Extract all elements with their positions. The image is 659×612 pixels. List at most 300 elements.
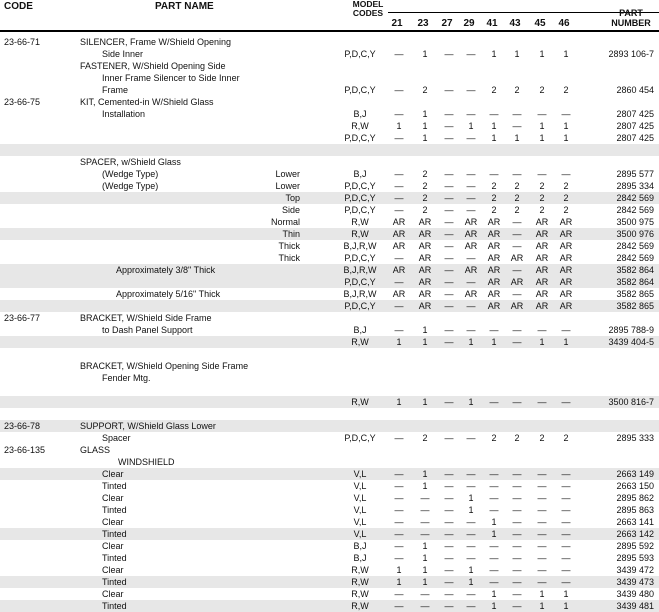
quantity-cell: —: [394, 481, 404, 491]
part-number: 3500 816-7: [608, 397, 654, 407]
quantity-cell: AR: [418, 217, 432, 227]
table-row: [0, 432, 659, 444]
part-qualifier: Side: [281, 205, 300, 215]
part-number: 2842 569: [616, 193, 654, 203]
part-number: 3582 865: [616, 289, 654, 299]
part-number: 3439 472: [616, 565, 654, 575]
part-name: Side Inner: [102, 49, 144, 59]
quantity-cell: —: [420, 505, 430, 515]
quantity-cell: —: [489, 325, 499, 335]
quantity-cell: —: [444, 133, 454, 143]
quantity-cell: 2: [491, 181, 497, 191]
quantity-cell: —: [444, 169, 454, 179]
quantity-cell: —: [444, 577, 454, 587]
quantity-cell: 1: [422, 577, 428, 587]
quantity-cell: —: [444, 301, 454, 311]
quantity-cell: —: [512, 325, 522, 335]
part-name: Fender Mtg.: [102, 373, 151, 383]
quantity-cell: —: [394, 469, 404, 479]
model-codes: R,W: [351, 565, 369, 575]
quantity-cell: —: [489, 397, 499, 407]
quantity-cell: —: [561, 517, 571, 527]
model-header-23: 23: [417, 18, 429, 29]
model-codes: V,L: [353, 505, 367, 515]
model-codes: P,D,C,Y: [344, 277, 376, 287]
model-codes: V,L: [353, 529, 367, 539]
part-number: 2807 425: [616, 109, 654, 119]
quantity-cell: —: [466, 481, 476, 491]
quantity-cell: —: [561, 505, 571, 515]
quantity-cell: 1: [563, 121, 569, 131]
quantity-cell: AR: [418, 301, 432, 311]
quantity-cell: 2: [563, 205, 569, 215]
quantity-cell: —: [466, 529, 476, 539]
part-qualifier: Thick: [278, 241, 300, 251]
table-row: [0, 468, 659, 480]
quantity-cell: 2: [514, 181, 520, 191]
quantity-cell: —: [512, 121, 522, 131]
quantity-cell: 1: [563, 601, 569, 611]
quantity-cell: 1: [491, 517, 497, 527]
part-name: Tinted: [102, 601, 127, 611]
quantity-cell: —: [394, 133, 404, 143]
model-codes: R,W: [351, 337, 369, 347]
table-row: [0, 396, 659, 408]
part-name: (Wedge Type): [102, 169, 159, 179]
quantity-cell: AR: [535, 241, 549, 251]
quantity-cell: 1: [396, 337, 402, 347]
group-code: 23-66-77: [4, 313, 41, 323]
quantity-cell: AR: [392, 217, 406, 227]
quantity-cell: —: [466, 589, 476, 599]
quantity-cell: 1: [491, 133, 497, 143]
part-name: Tinted: [102, 505, 127, 515]
table-row: [0, 36, 659, 48]
part-name: Spacer: [102, 433, 131, 443]
quantity-cell: —: [561, 397, 571, 407]
quantity-cell: 2: [563, 181, 569, 191]
model-codes: R,W: [351, 601, 369, 611]
part-name: Clear: [102, 517, 124, 527]
part-number: 3500 975: [616, 217, 654, 227]
model-codes: V,L: [353, 481, 367, 491]
quantity-cell: AR: [487, 265, 501, 275]
table-row: [0, 288, 659, 300]
quantity-cell: —: [444, 289, 454, 299]
quantity-cell: —: [466, 193, 476, 203]
quantity-cell: —: [537, 553, 547, 563]
part-name: Clear: [102, 565, 124, 575]
model-codes: P,D,C,Y: [344, 133, 376, 143]
quantity-cell: 1: [539, 337, 545, 347]
quantity-cell: —: [466, 553, 476, 563]
quantity-cell: AR: [535, 217, 549, 227]
group-code: 23-66-135: [4, 445, 46, 455]
quantity-cell: —: [444, 601, 454, 611]
quantity-cell: 1: [422, 397, 428, 407]
quantity-cell: —: [512, 589, 522, 599]
column-header-part-name: PART NAME: [155, 1, 214, 12]
part-number: 2842 569: [616, 205, 654, 215]
quantity-cell: —: [466, 325, 476, 335]
quantity-cell: 2: [514, 433, 520, 443]
part-name: Tinted: [102, 553, 127, 563]
quantity-cell: —: [394, 205, 404, 215]
quantity-cell: —: [537, 577, 547, 587]
quantity-cell: —: [537, 169, 547, 179]
quantity-cell: —: [489, 169, 499, 179]
quantity-cell: 1: [491, 49, 497, 59]
quantity-cell: —: [512, 529, 522, 539]
quantity-cell: AR: [418, 253, 432, 263]
part-number: 3439 480: [616, 589, 654, 599]
column-header-part-number: PART NUMBER: [611, 8, 651, 28]
table-row: [0, 276, 659, 288]
quantity-cell: AR: [559, 289, 573, 299]
table-row: [0, 120, 659, 132]
quantity-cell: —: [466, 541, 476, 551]
part-number: 2842 569: [616, 253, 654, 263]
part-name: to Dash Panel Support: [102, 325, 193, 335]
quantity-cell: 2: [539, 205, 545, 215]
quantity-cell: —: [537, 517, 547, 527]
quantity-cell: 1: [422, 325, 428, 335]
quantity-cell: AR: [464, 229, 478, 239]
quantity-cell: —: [489, 493, 499, 503]
quantity-cell: —: [394, 193, 404, 203]
table-row: [0, 72, 659, 84]
quantity-cell: AR: [535, 301, 549, 311]
quantity-cell: —: [420, 601, 430, 611]
model-codes: P,D,C,Y: [344, 85, 376, 95]
quantity-cell: —: [394, 589, 404, 599]
model-header-29: 29: [463, 18, 475, 29]
quantity-cell: —: [394, 277, 404, 287]
model-header-41: 41: [486, 18, 498, 29]
quantity-cell: AR: [464, 289, 478, 299]
quantity-cell: 1: [396, 397, 402, 407]
quantity-cell: 1: [422, 109, 428, 119]
table-row: [0, 504, 659, 516]
part-name: Tinted: [102, 577, 127, 587]
quantity-cell: 2: [539, 433, 545, 443]
table-row: [0, 348, 659, 360]
quantity-cell: AR: [559, 277, 573, 287]
model-header-21: 21: [391, 18, 403, 29]
quantity-cell: —: [466, 277, 476, 287]
quantity-cell: AR: [510, 277, 524, 287]
part-number: 2895 593: [616, 553, 654, 563]
quantity-cell: —: [512, 109, 522, 119]
part-name: GLASS: [80, 445, 111, 455]
quantity-cell: 1: [422, 121, 428, 131]
model-header-46: 46: [558, 18, 570, 29]
quantity-cell: —: [489, 577, 499, 587]
quantity-cell: 2: [422, 85, 428, 95]
table-row: [0, 192, 659, 204]
part-qualifier: Thin: [282, 229, 300, 239]
part-name: SUPPORT, W/Shield Glass Lower: [80, 421, 216, 431]
table-row: [0, 528, 659, 540]
quantity-cell: —: [394, 529, 404, 539]
part-number: 2895 333: [616, 433, 654, 443]
part-number: 2807 425: [616, 121, 654, 131]
quantity-cell: 1: [422, 565, 428, 575]
quantity-cell: 2: [491, 85, 497, 95]
part-number: 2895 862: [616, 493, 654, 503]
quantity-cell: —: [537, 505, 547, 515]
quantity-cell: —: [444, 217, 454, 227]
group-code: 23-66-75: [4, 97, 41, 107]
quantity-cell: —: [561, 109, 571, 119]
quantity-cell: —: [444, 397, 454, 407]
quantity-cell: 1: [468, 505, 474, 515]
table-row: [0, 384, 659, 396]
quantity-cell: —: [512, 505, 522, 515]
part-number: 3582 864: [616, 277, 654, 287]
model-codes: V,L: [353, 493, 367, 503]
quantity-cell: AR: [392, 289, 406, 299]
quantity-cell: —: [561, 577, 571, 587]
column-header-code: CODE: [4, 1, 33, 12]
group-code: 23-66-78: [4, 421, 41, 431]
quantity-cell: —: [466, 601, 476, 611]
quantity-cell: —: [444, 181, 454, 191]
quantity-cell: —: [512, 517, 522, 527]
quantity-cell: AR: [559, 301, 573, 311]
quantity-cell: AR: [418, 289, 432, 299]
quantity-cell: AR: [392, 241, 406, 251]
quantity-cell: AR: [418, 229, 432, 239]
quantity-cell: —: [444, 541, 454, 551]
quantity-cell: AR: [559, 253, 573, 263]
quantity-cell: 1: [563, 133, 569, 143]
quantity-cell: 1: [396, 121, 402, 131]
quantity-cell: AR: [487, 289, 501, 299]
quantity-cell: 1: [491, 589, 497, 599]
quantity-cell: —: [444, 433, 454, 443]
quantity-cell: —: [561, 565, 571, 575]
quantity-cell: AR: [487, 253, 501, 263]
quantity-cell: —: [512, 169, 522, 179]
model-codes: B,J,R,W: [343, 289, 377, 299]
table-row: [0, 600, 659, 612]
quantity-cell: 1: [539, 601, 545, 611]
quantity-cell: 2: [539, 85, 545, 95]
quantity-cell: —: [561, 169, 571, 179]
quantity-cell: —: [394, 85, 404, 95]
table-row: [0, 492, 659, 504]
table-row: [0, 456, 659, 468]
part-name: SPACER, w/Shield Glass: [80, 157, 181, 167]
quantity-cell: —: [466, 181, 476, 191]
quantity-cell: 1: [563, 49, 569, 59]
quantity-cell: 2: [422, 169, 428, 179]
part-name: Clear: [102, 493, 124, 503]
quantity-cell: —: [444, 325, 454, 335]
quantity-cell: —: [489, 469, 499, 479]
quantity-cell: —: [466, 517, 476, 527]
quantity-cell: AR: [535, 289, 549, 299]
table-row: [0, 264, 659, 276]
quantity-cell: 2: [539, 181, 545, 191]
quantity-cell: AR: [487, 229, 501, 239]
table-row: [0, 144, 659, 156]
model-header-43: 43: [509, 18, 521, 29]
part-name: Installation: [102, 109, 146, 119]
quantity-cell: 1: [422, 133, 428, 143]
table-row: [0, 216, 659, 228]
quantity-cell: 2: [563, 193, 569, 203]
quantity-cell: 1: [563, 337, 569, 347]
quantity-cell: —: [444, 49, 454, 59]
part-number: 2893 106-7: [608, 49, 654, 59]
quantity-cell: 2: [563, 433, 569, 443]
table-row: [0, 96, 659, 108]
quantity-cell: —: [394, 169, 404, 179]
quantity-cell: —: [394, 325, 404, 335]
part-number: 3439 481: [616, 601, 654, 611]
quantity-cell: —: [444, 109, 454, 119]
quantity-cell: —: [512, 553, 522, 563]
quantity-cell: —: [512, 241, 522, 251]
quantity-cell: AR: [392, 229, 406, 239]
part-number: 3582 864: [616, 265, 654, 275]
quantity-cell: —: [561, 469, 571, 479]
model-codes: P,D,C,Y: [344, 301, 376, 311]
quantity-cell: 1: [491, 337, 497, 347]
part-name: KIT, Cemented-in W/Shield Glass: [80, 97, 214, 107]
model-codes: B,J,R,W: [343, 241, 377, 251]
quantity-cell: —: [489, 553, 499, 563]
model-codes: P,D,C,Y: [344, 433, 376, 443]
part-number: 2895 592: [616, 541, 654, 551]
part-name: Inner Frame Silencer to Side Inner: [102, 73, 240, 83]
quantity-cell: —: [444, 85, 454, 95]
quantity-cell: —: [561, 493, 571, 503]
table-row: [0, 444, 659, 456]
quantity-cell: —: [466, 133, 476, 143]
quantity-cell: 2: [539, 193, 545, 203]
quantity-cell: AR: [487, 217, 501, 227]
quantity-cell: 2: [422, 193, 428, 203]
quantity-cell: —: [489, 505, 499, 515]
quantity-cell: —: [466, 433, 476, 443]
quantity-cell: 1: [563, 589, 569, 599]
quantity-cell: —: [537, 541, 547, 551]
quantity-cell: AR: [535, 229, 549, 239]
quantity-cell: —: [537, 529, 547, 539]
quantity-cell: AR: [392, 265, 406, 275]
quantity-cell: AR: [535, 265, 549, 275]
part-number: 2807 425: [616, 133, 654, 143]
quantity-cell: —: [466, 109, 476, 119]
part-number: 2860 454: [616, 85, 654, 95]
quantity-cell: 2: [514, 85, 520, 95]
quantity-cell: —: [489, 541, 499, 551]
table-row: [0, 60, 659, 72]
quantity-cell: —: [394, 505, 404, 515]
quantity-cell: —: [512, 229, 522, 239]
quantity-cell: —: [444, 121, 454, 131]
table-row: [0, 300, 659, 312]
quantity-cell: 1: [491, 121, 497, 131]
quantity-cell: 1: [396, 577, 402, 587]
model-codes: R,W: [351, 577, 369, 587]
part-number: 2895 788-9: [608, 325, 654, 335]
model-codes: V,L: [353, 517, 367, 527]
quantity-cell: AR: [464, 217, 478, 227]
quantity-cell: 1: [422, 337, 428, 347]
quantity-cell: AR: [559, 265, 573, 275]
quantity-cell: —: [444, 229, 454, 239]
quantity-cell: —: [444, 193, 454, 203]
quantity-cell: —: [512, 481, 522, 491]
table-row: [0, 336, 659, 348]
quantity-cell: 1: [539, 133, 545, 143]
quantity-cell: 1: [514, 49, 520, 59]
part-name: WINDSHIELD: [118, 457, 175, 467]
part-qualifier: Lower: [275, 181, 300, 191]
model-header-27: 27: [441, 18, 453, 29]
quantity-cell: —: [466, 469, 476, 479]
table-row: [0, 240, 659, 252]
table-row: [0, 360, 659, 372]
quantity-cell: —: [444, 469, 454, 479]
quantity-cell: —: [394, 49, 404, 59]
quantity-cell: —: [512, 217, 522, 227]
quantity-cell: —: [420, 493, 430, 503]
table-row: [0, 84, 659, 96]
quantity-cell: 1: [422, 49, 428, 59]
quantity-cell: 1: [468, 565, 474, 575]
quantity-cell: 2: [514, 205, 520, 215]
quantity-cell: —: [537, 481, 547, 491]
table-row: [0, 252, 659, 264]
quantity-cell: 2: [514, 193, 520, 203]
table-row: [0, 180, 659, 192]
quantity-cell: —: [466, 85, 476, 95]
part-number: 2663 149: [616, 469, 654, 479]
quantity-cell: —: [394, 109, 404, 119]
quantity-cell: 1: [491, 601, 497, 611]
model-codes: R,W: [351, 397, 369, 407]
quantity-cell: AR: [559, 241, 573, 251]
part-number: 3439 404-5: [608, 337, 654, 347]
quantity-cell: —: [444, 253, 454, 263]
part-name: Approximately 3/8" Thick: [116, 265, 216, 275]
quantity-cell: 1: [539, 121, 545, 131]
quantity-cell: —: [512, 469, 522, 479]
quantity-cell: —: [537, 325, 547, 335]
part-number: 2895 334: [616, 181, 654, 191]
model-codes: P,D,C,Y: [344, 49, 376, 59]
quantity-cell: 1: [422, 541, 428, 551]
quantity-cell: AR: [464, 265, 478, 275]
table-row: [0, 324, 659, 336]
quantity-cell: 1: [468, 121, 474, 131]
quantity-cell: 1: [396, 565, 402, 575]
quantity-cell: —: [512, 289, 522, 299]
quantity-cell: —: [537, 397, 547, 407]
quantity-cell: —: [394, 601, 404, 611]
quantity-cell: —: [444, 493, 454, 503]
quantity-cell: —: [394, 253, 404, 263]
model-codes: B,J: [353, 553, 367, 563]
quantity-cell: —: [420, 589, 430, 599]
quantity-cell: —: [444, 481, 454, 491]
quantity-cell: 1: [539, 49, 545, 59]
